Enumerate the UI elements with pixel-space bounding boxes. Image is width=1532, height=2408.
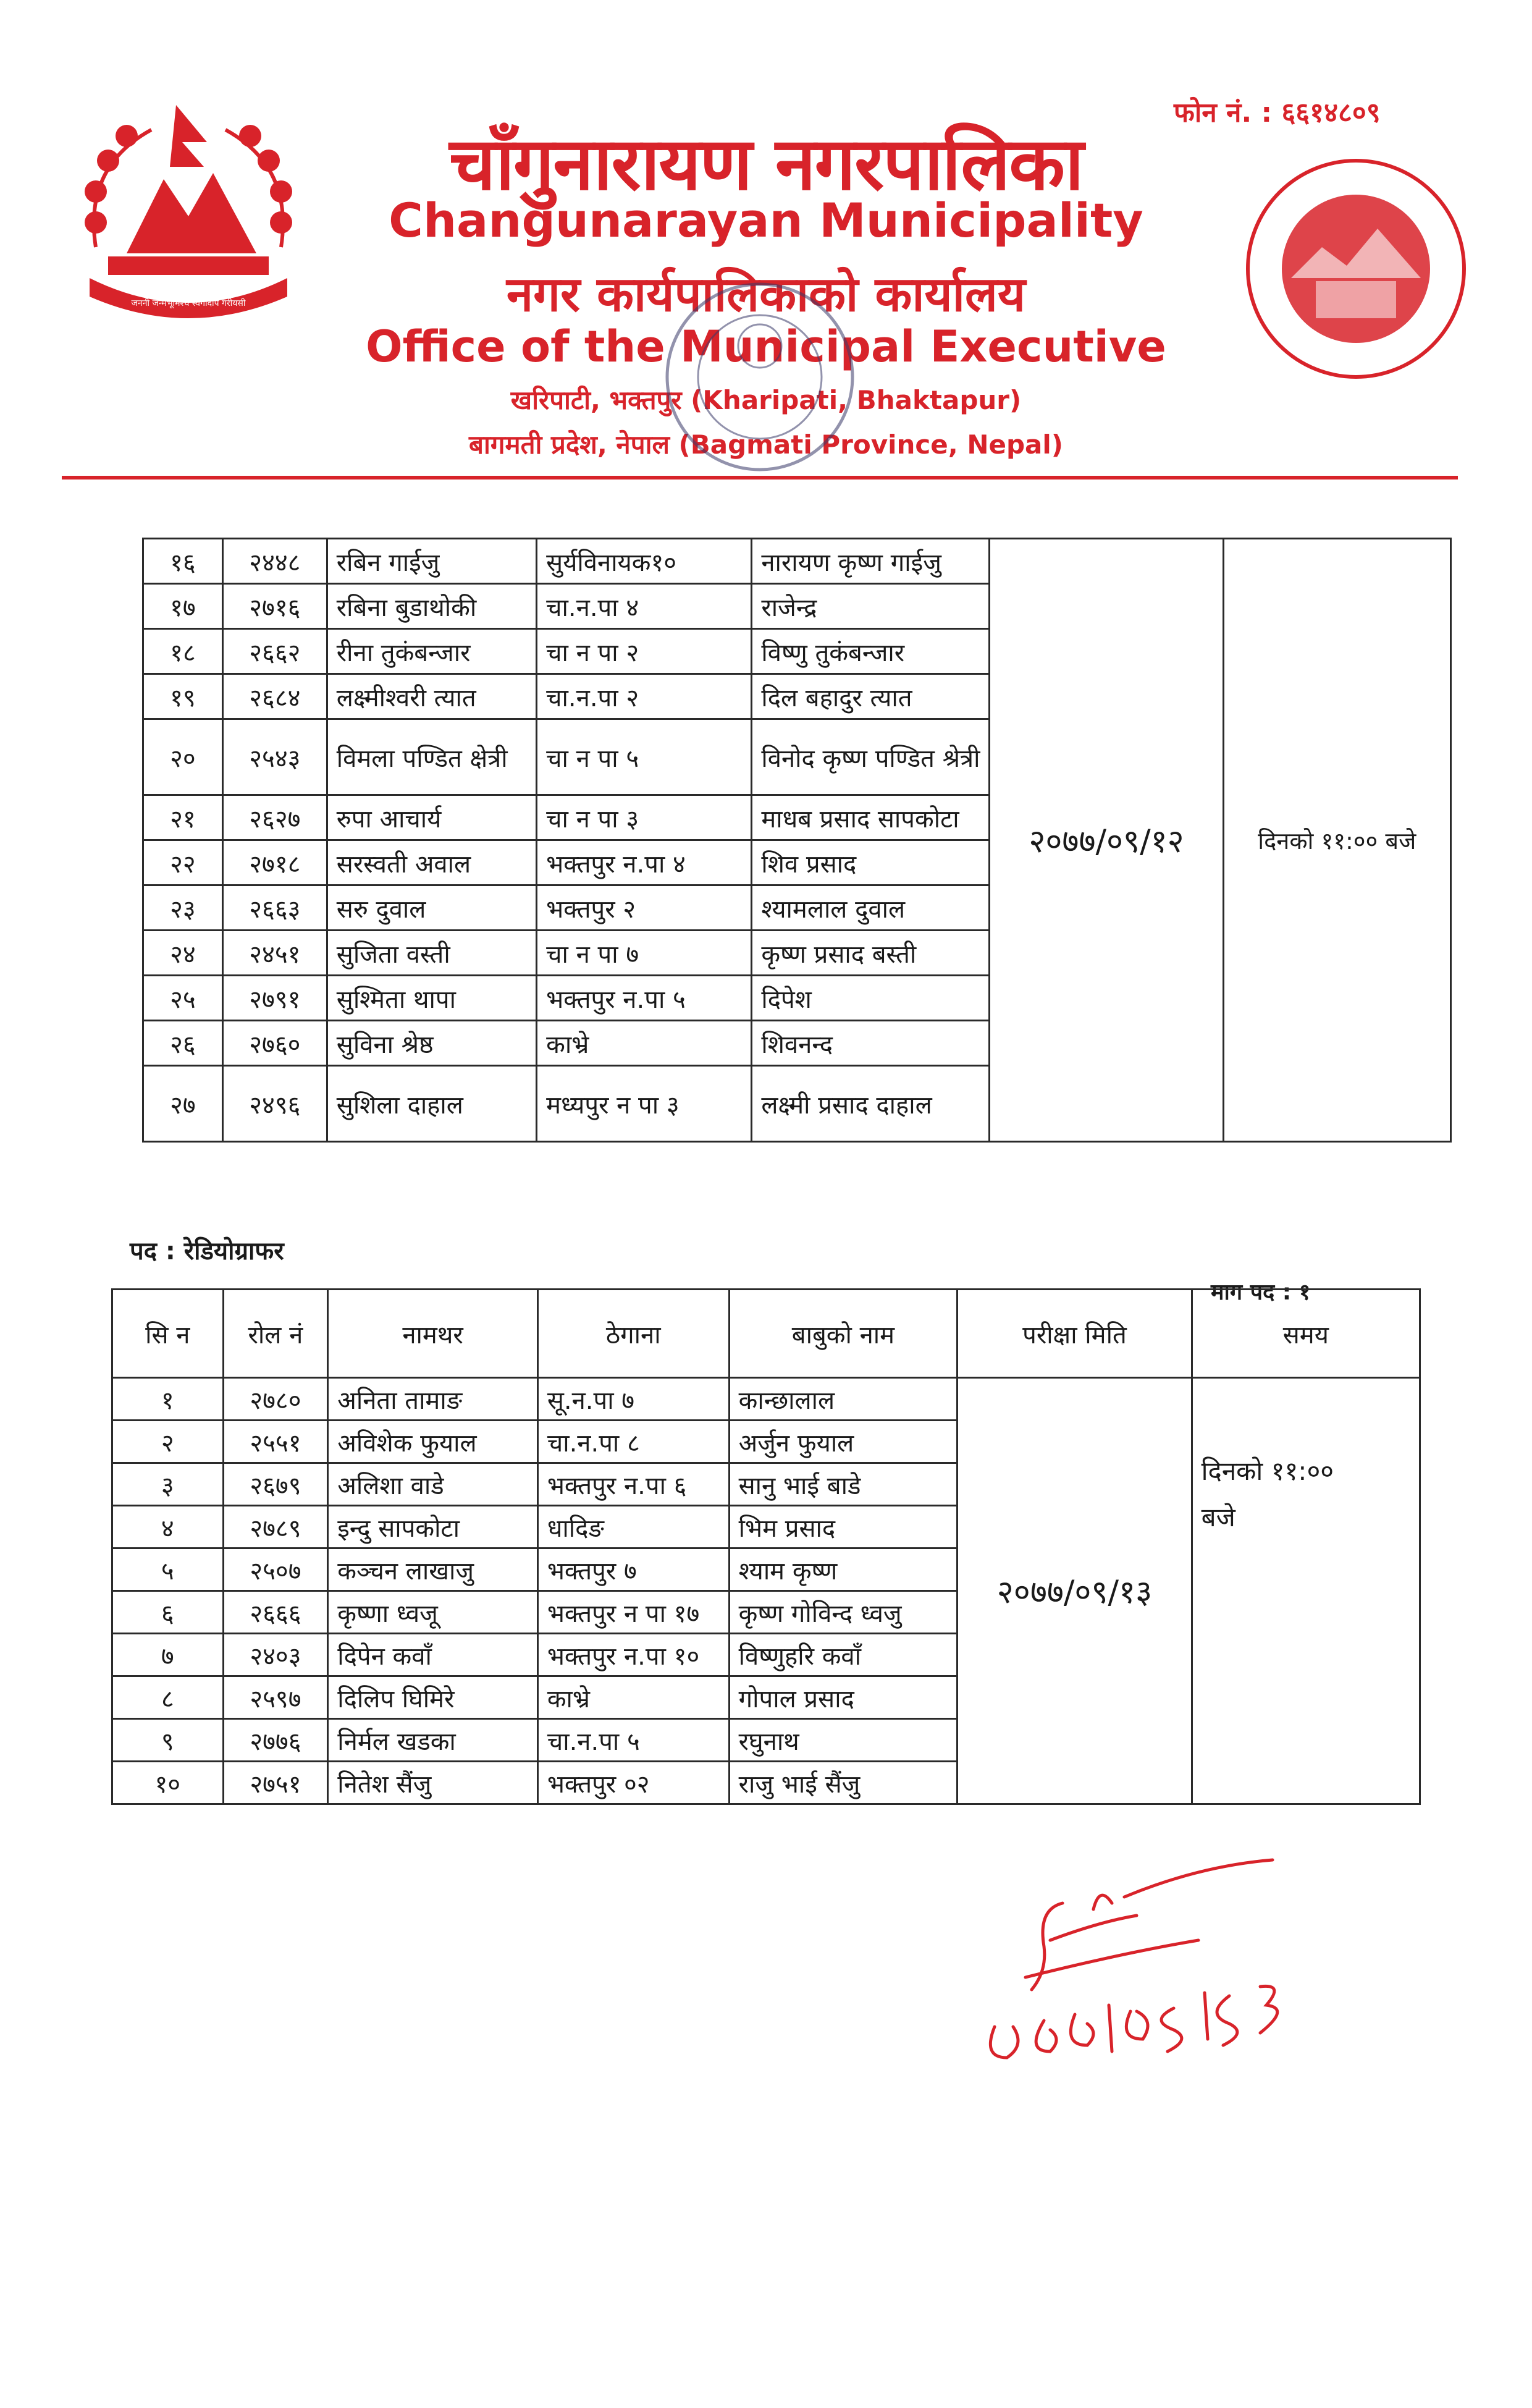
cell-address: भक्तपुर ७	[537, 1548, 729, 1591]
cell-roll: २७५१	[223, 1762, 328, 1804]
cell-sn: २७	[143, 1066, 223, 1142]
cell-name: निर्मल खडका	[328, 1719, 538, 1762]
candidate-table-continued	[142, 538, 1452, 1143]
col-header-sn: सि न	[112, 1290, 224, 1378]
cell-address: सू.न.पा ७	[537, 1378, 729, 1421]
cell-sn: १६	[143, 539, 223, 584]
cell-father: सानु भाई बाडे	[729, 1463, 958, 1506]
cell-name: सरस्वती अवाल	[327, 840, 536, 885]
cell-father: राजेन्द्र	[752, 584, 990, 629]
cell-sn: ७	[112, 1634, 224, 1676]
cell-roll: २४४८	[222, 539, 327, 584]
cell-father: विष्णुहरि कवाँ	[729, 1634, 958, 1676]
cell-roll: २७१६	[222, 584, 327, 629]
municipality-seal-icon	[1242, 154, 1470, 383]
post-label: पद : रेडियोग्राफर	[130, 1237, 284, 1265]
cell-roll: २७१८	[222, 840, 327, 885]
table-header-row	[112, 1290, 1420, 1378]
cell-name: अनिता तामाङ	[328, 1378, 538, 1421]
cell-sn: २१	[143, 795, 223, 840]
cell-father: अर्जुन फुयाल	[729, 1421, 958, 1463]
cell-address: भक्तपुर २	[537, 885, 752, 931]
cell-sn: ९	[112, 1719, 224, 1762]
cell-name: दिलिप घिमिरे	[328, 1676, 538, 1719]
cell-address: सुर्यविनायक१०	[537, 539, 752, 584]
address-line-1: खरिपाटी, भक्तपुर (Kharipati, Bhaktapur)	[510, 385, 1022, 415]
exam-time-line-1: दिनको ११:००	[1201, 1456, 1334, 1486]
cell-name: सरु दुवाल	[327, 885, 536, 931]
cell-name: अविशेक फुयाल	[328, 1421, 538, 1463]
cell-sn: २२	[143, 840, 223, 885]
cell-address: धादिङ	[537, 1506, 729, 1548]
handwritten-signature-icon	[939, 1848, 1322, 2082]
cell-name: सुविना श्रेष्ठ	[327, 1021, 536, 1066]
col-header-date: परीक्षा मिति	[958, 1290, 1192, 1378]
municipality-title-nepali: चाँगुनारायण नगरपालिका	[449, 121, 1083, 206]
office-title-nepali: नगर कार्यपालिकाको कार्यालय	[506, 267, 1026, 323]
cell-father: कृष्ण प्रसाद बस्ती	[752, 931, 990, 976]
cell-father: माधब प्रसाद सापकोटा	[752, 795, 990, 840]
cell-address: चा.न.पा ४	[537, 584, 752, 629]
cell-address: मध्यपुर न पा ३	[537, 1066, 752, 1142]
cell-roll: २६२७	[222, 795, 327, 840]
cell-father: दिपेश	[752, 976, 990, 1021]
col-header-roll: रोल नं	[223, 1290, 328, 1378]
cell-sn: २	[112, 1421, 224, 1463]
cell-name: रबिन गाईजु	[327, 539, 536, 584]
exam-time-cell	[1192, 1378, 1420, 1804]
cell-father: नारायण कृष्ण गाईजु	[752, 539, 990, 584]
cell-name: अलिशा वाडे	[328, 1463, 538, 1506]
cell-address: भक्तपुर न.पा ५	[537, 976, 752, 1021]
header-divider	[62, 476, 1458, 479]
phone-number: फोन नं. : ६६१४८०९	[1174, 97, 1381, 129]
cell-name: नितेश सैंजु	[328, 1762, 538, 1804]
cell-address: चा न पा ३	[537, 795, 752, 840]
svg-text:जननी जन्मभूमिश्च स्वर्गादपि गर: जननी जन्मभूमिश्च स्वर्गादपि गरीयसी	[131, 298, 246, 308]
cell-address: भक्तपुर न.पा ६	[537, 1463, 729, 1506]
cell-father: लक्ष्मी प्रसाद दाहाल	[752, 1066, 990, 1142]
cell-sn: ५	[112, 1548, 224, 1591]
table-row	[143, 539, 1451, 584]
office-title-english: Office of the Municipal Executive	[366, 321, 1166, 372]
exam-time-cell: दिनको ११:०० बजे	[1223, 539, 1450, 1142]
cell-roll: २७६०	[222, 1021, 327, 1066]
municipality-title-english: Changunarayan Municipality	[389, 193, 1143, 248]
cell-roll: २५४३	[222, 719, 327, 795]
cell-address: भक्तपुर ०२	[537, 1762, 729, 1804]
cell-sn: २४	[143, 931, 223, 976]
cell-roll: २६८४	[222, 674, 327, 719]
cell-name: इन्दु सापकोटा	[328, 1506, 538, 1548]
cell-address: काभ्रे	[537, 1021, 752, 1066]
cell-name: रबिना बुडाथोकी	[327, 584, 536, 629]
cell-name: सुजिता वस्ती	[327, 931, 536, 976]
cell-name: रुपा आचार्य	[327, 795, 536, 840]
cell-sn: ३	[112, 1463, 224, 1506]
cell-address: भक्तपुर न.पा ४	[537, 840, 752, 885]
cell-roll: २६६३	[222, 885, 327, 931]
cell-roll: २५०७	[223, 1548, 328, 1591]
cell-roll: २५९७	[223, 1676, 328, 1719]
cell-address: भक्तपुर न.पा १०	[537, 1634, 729, 1676]
exam-time-line-2: बजे	[1201, 1502, 1235, 1532]
cell-sn: ४	[112, 1506, 224, 1548]
cell-roll: २६७९	[223, 1463, 328, 1506]
cell-address: चा.न.पा २	[537, 674, 752, 719]
cell-name: कञ्चन लाखाजु	[328, 1548, 538, 1591]
col-header-time: समय	[1192, 1290, 1420, 1378]
radiographer-candidate-table	[111, 1288, 1421, 1805]
cell-father: भिम प्रसाद	[729, 1506, 958, 1548]
address-line-2: बागमती प्रदेश, नेपाल (Bagmati Province, Nepal)	[469, 429, 1063, 460]
cell-roll: २६६६	[223, 1591, 328, 1634]
exam-date-cell: २०७७/०९/१३	[958, 1378, 1192, 1804]
cell-address: चा न पा ७	[537, 931, 752, 976]
cell-father: कान्छालाल	[729, 1378, 958, 1421]
cell-father: रघुनाथ	[729, 1719, 958, 1762]
cell-sn: ६	[112, 1591, 224, 1634]
cell-roll: २५५१	[223, 1421, 328, 1463]
col-header-name: नामथर	[328, 1290, 538, 1378]
cell-roll: २४०३	[223, 1634, 328, 1676]
office-stamp-icon	[655, 272, 865, 482]
cell-sn: २३	[143, 885, 223, 931]
cell-father: शिवनन्द	[752, 1021, 990, 1066]
cell-father: विष्णु तुकंबन्जार	[752, 629, 990, 674]
cell-roll: २६६२	[222, 629, 327, 674]
cell-address: भक्तपुर न पा १७	[537, 1591, 729, 1634]
cell-address: चा न पा २	[537, 629, 752, 674]
cell-name: सुश्मिता थापा	[327, 976, 536, 1021]
cell-name: सुशिला दाहाल	[327, 1066, 536, 1142]
col-header-father: बाबुको नाम	[729, 1290, 958, 1378]
exam-date-cell: २०७७/०९/१२	[990, 539, 1223, 1142]
cell-sn: १९	[143, 674, 223, 719]
cell-name: लक्ष्मीश्वरी त्यात	[327, 674, 536, 719]
cell-roll: २४५१	[222, 931, 327, 976]
cell-roll: २७७६	[223, 1719, 328, 1762]
cell-father: विनोद कृष्ण पण्डित श्रेत्री	[752, 719, 990, 795]
cell-name: रीना तुकंबन्जार	[327, 629, 536, 674]
cell-name: विमला पण्डित क्षेत्री	[327, 719, 536, 795]
cell-father: कृष्ण गोविन्द ध्वजु	[729, 1591, 958, 1634]
cell-father: गोपाल प्रसाद	[729, 1676, 958, 1719]
cell-father: श्यामलाल दुवाल	[752, 885, 990, 931]
cell-address: काभ्रे	[537, 1676, 729, 1719]
cell-sn: १८	[143, 629, 223, 674]
cell-sn: ८	[112, 1676, 224, 1719]
demand-label: माग पद : १	[1211, 1280, 1311, 1305]
cell-father: शिव प्रसाद	[752, 840, 990, 885]
cell-father: दिल बहादुर त्यात	[752, 674, 990, 719]
cell-sn: २६	[143, 1021, 223, 1066]
cell-address: चा न पा ५	[537, 719, 752, 795]
table-row	[112, 1378, 1420, 1421]
col-header-address: ठेगाना	[537, 1290, 729, 1378]
cell-address: चा.न.पा ८	[537, 1421, 729, 1463]
cell-address: चा.न.पा ५	[537, 1719, 729, 1762]
cell-roll: २४९६	[222, 1066, 327, 1142]
cell-name: कृष्णा ध्वजू	[328, 1591, 538, 1634]
cell-father: राजु भाई सैंजु	[729, 1762, 958, 1804]
cell-sn: १	[112, 1378, 224, 1421]
cell-sn: २०	[143, 719, 223, 795]
cell-roll: २७८०	[223, 1378, 328, 1421]
cell-sn: २५	[143, 976, 223, 1021]
cell-father: श्याम कृष्ण	[729, 1548, 958, 1591]
cell-roll: २७९१	[222, 976, 327, 1021]
cell-roll: २७८९	[223, 1506, 328, 1548]
cell-sn: १७	[143, 584, 223, 629]
cell-name: दिपेन कवाँ	[328, 1634, 538, 1676]
cell-sn: १०	[112, 1762, 224, 1804]
